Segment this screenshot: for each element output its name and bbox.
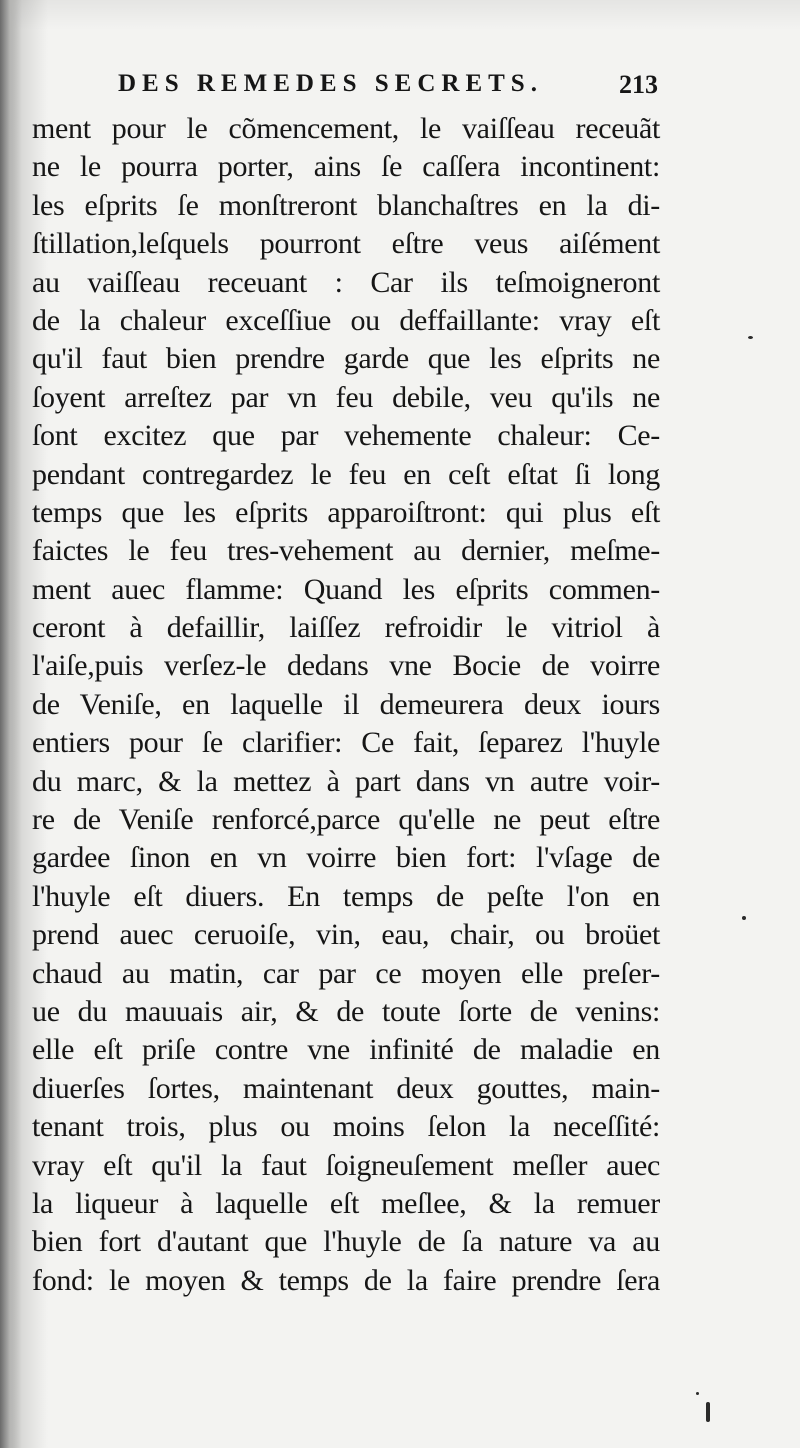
text-line: ceront à defaillir, laiſſez refroidir le vitriol à: [32, 611, 660, 645]
page-number: 213: [619, 70, 658, 99]
text-line: entiers pour ſe clarifier: Ce fait, ſeparez l'huyle: [32, 726, 660, 760]
text-line: chaud au matin, car par ce moyen elle preſer-: [32, 956, 660, 990]
ink-speck: [748, 336, 753, 339]
text-line: ne le pourra porter, ains ſe caſſera incontinent:: [32, 150, 660, 184]
text-line: fond: le moyen & temps de la faire prendre ſera: [32, 1263, 660, 1297]
text-line: la liqueur à laquelle eſt meſlee, & la remuer: [32, 1186, 660, 1220]
text-line: re de Veniſe renforcé,parce qu'elle ne peut eſtre: [32, 803, 660, 837]
text-line: prend auec ceruoiſe, vin, eau, chair, ou broüet: [32, 918, 660, 952]
text-line: ment auec flamme: Quand les eſprits commen-: [32, 572, 660, 606]
text-line: faictes le feu tres-vehement au dernier, meſme-: [32, 534, 660, 568]
running-title: DES REMEDES SECRETS.: [118, 70, 543, 97]
text-line: du marc, & la mettez à part dans vn autre voir-: [32, 764, 660, 798]
text-line: ſont excitez que par vehemente chaleur: Ce-: [32, 419, 660, 453]
text-line: diuerſes ſortes, maintenant deux gouttes, main-: [32, 1071, 660, 1105]
text-line: pendant contregardez le feu en ceſt eſtat ſi long: [32, 457, 660, 491]
text-line: qu'il faut bien prendre garde que les eſprits ne: [32, 342, 660, 376]
text-line: l'aiſe,puis verſez-le dedans vne Bocie de voirre: [32, 649, 660, 683]
text-line: ue du mauuais air, & de toute ſorte de venins:: [32, 994, 660, 1028]
binding-gutter-shadow: [0, 0, 22, 1448]
text-line: au vaiſſeau receuant : Car ils teſmoigneront: [32, 265, 660, 299]
text-line: temps que les eſprits apparoiſtront: qui plus eſt: [32, 495, 660, 529]
text-line: les eſprits ſe monſtreront blanchaſtres en la di-: [32, 188, 660, 222]
running-head: [118, 70, 658, 110]
text-line: bien fort d'autant que l'huyle de ſa nature va au: [32, 1225, 660, 1259]
ink-speck: [696, 1392, 699, 1395]
text-line: ſoyent arreſtez par vn feu debile, veu qu'ils ne: [32, 380, 660, 414]
text-line: de la chaleur exceſſiue ou deffaillante: vray eſt: [32, 303, 660, 337]
text-line: vray eſt qu'il la faut ſoigneuſement meſler auec: [32, 1148, 660, 1182]
ink-speck: [706, 1402, 710, 1422]
text-line: tenant trois, plus ou moins ſelon la neceſſité:: [32, 1110, 660, 1144]
text-line: ment pour le cõmencement, le vaiſſeau receuãt: [32, 112, 660, 145]
text-line: gardee ſinon en vn voirre bien fort: l'vſage de: [32, 841, 660, 875]
text-line: ſtillation,leſquels pourront eſtre veus aiſément: [32, 227, 660, 261]
text-line: elle eſt priſe contre vne infinité de maladie en: [32, 1033, 660, 1067]
text-line: l'huyle eſt diuers. En temps de peſte l'on en: [32, 879, 660, 913]
ink-speck: [742, 916, 746, 920]
text-line: de Veniſe, en laquelle il demeurera deux iours: [32, 687, 660, 721]
body-text: [32, 110, 660, 1300]
